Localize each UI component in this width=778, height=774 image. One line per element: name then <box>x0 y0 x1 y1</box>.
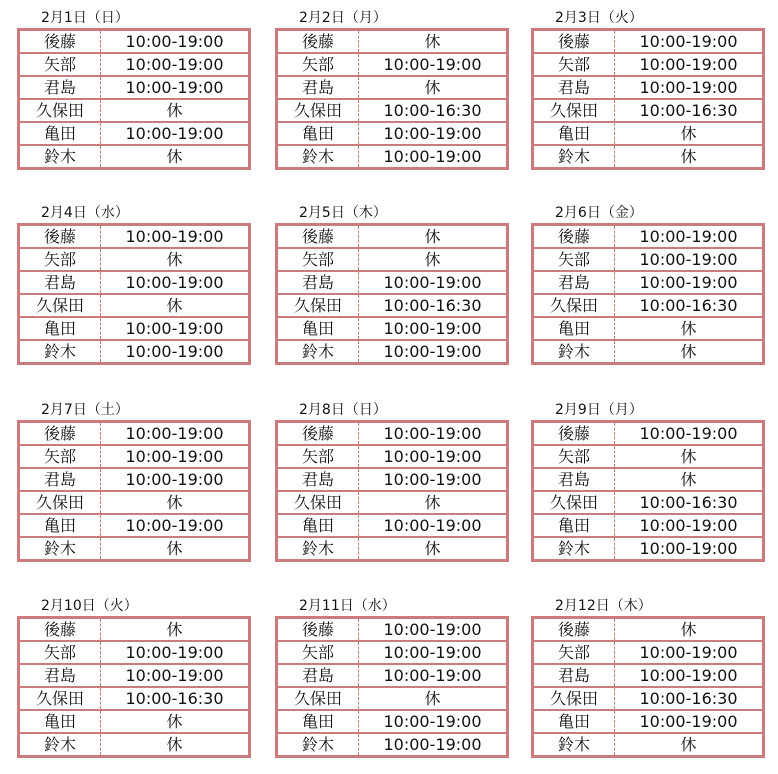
table-row <box>19 422 250 446</box>
staff-name: 後藤 <box>19 30 101 54</box>
table-row <box>19 641 250 664</box>
shift-time: 10:00-19:00 <box>615 710 764 733</box>
staff-name: 久保田 <box>277 491 359 514</box>
shift-time: 休 <box>615 468 764 491</box>
shift-time: 10:00-19:00 <box>359 445 508 468</box>
shift-time: 10:00-19:00 <box>615 53 764 76</box>
shift-time: 休 <box>615 340 764 364</box>
shift-time: 10:00-19:00 <box>359 271 508 294</box>
table-row <box>277 687 508 710</box>
staff-name: 後藤 <box>533 618 615 642</box>
shift-time: 10:00-16:30 <box>615 491 764 514</box>
shift-time: 10:00-19:00 <box>125 31 224 51</box>
staff-name: 君島 <box>533 664 615 687</box>
shift-time: 10:00-19:00 <box>359 317 508 340</box>
table-row <box>19 733 250 757</box>
table-row <box>277 122 508 145</box>
table-row <box>533 710 764 733</box>
day-schedule <box>17 596 251 758</box>
staff-name: 矢部 <box>533 53 615 76</box>
staff-name: 矢部 <box>277 445 359 468</box>
staff-name: 亀田 <box>277 122 359 145</box>
staff-name: 亀田 <box>533 710 615 733</box>
staff-name: 久保田 <box>533 99 615 122</box>
shift-time: 10:00-16:30 <box>359 294 508 317</box>
staff-name: 君島 <box>19 664 101 687</box>
shift-time: 10:00-19:00 <box>639 226 738 246</box>
staff-name: 矢部 <box>533 248 615 271</box>
shift-time: 休 <box>101 248 250 271</box>
staff-name: 君島 <box>533 271 615 294</box>
table-row <box>277 317 508 340</box>
day-schedule <box>531 596 765 758</box>
day-schedule <box>275 8 509 170</box>
staff-name: 亀田 <box>277 317 359 340</box>
staff-name: 久保田 <box>19 491 101 514</box>
staff-name: 鈴木 <box>277 340 359 364</box>
shift-time: 休 <box>101 733 250 757</box>
shift-time: 休 <box>101 99 250 122</box>
shift-time: 10:00-19:00 <box>615 514 764 537</box>
table-row <box>19 491 250 514</box>
staff-name: 後藤 <box>533 422 615 446</box>
staff-name: 矢部 <box>19 641 101 664</box>
shift-time: 10:00-19:00 <box>359 641 508 664</box>
staff-name: 後藤 <box>533 225 615 249</box>
table-row <box>533 422 764 446</box>
staff-name: 君島 <box>533 468 615 491</box>
staff-name: 久保田 <box>19 294 101 317</box>
staff-name: 鈴木 <box>533 537 615 561</box>
day-title: 2月11日（水） <box>299 598 396 614</box>
table-row <box>277 491 508 514</box>
table-row <box>19 99 250 122</box>
staff-name: 矢部 <box>19 248 101 271</box>
day-schedule <box>275 400 509 562</box>
staff-name: 久保田 <box>19 99 101 122</box>
shift-time: 10:00-19:00 <box>101 271 250 294</box>
staff-name: 君島 <box>19 468 101 491</box>
staff-name: 矢部 <box>533 641 615 664</box>
shift-time: 10:00-19:00 <box>615 664 764 687</box>
table-row <box>533 53 764 76</box>
staff-name: 後藤 <box>277 30 359 54</box>
staff-name: 後藤 <box>533 30 615 54</box>
staff-name: 亀田 <box>19 514 101 537</box>
staff-name: 鈴木 <box>19 145 101 169</box>
shift-time: 10:00-19:00 <box>359 733 508 757</box>
shift-table <box>531 420 765 562</box>
day-schedule <box>531 203 765 365</box>
shift-time: 10:00-19:00 <box>101 468 250 491</box>
table-row <box>277 733 508 757</box>
shift-time: 10:00-19:00 <box>359 514 508 537</box>
table-row <box>19 122 250 145</box>
table-row <box>533 122 764 145</box>
staff-name: 鈴木 <box>533 340 615 364</box>
day-title: 2月12日（木） <box>555 598 652 614</box>
shift-table <box>275 420 509 562</box>
staff-name: 君島 <box>277 664 359 687</box>
shift-time: 休 <box>615 733 764 757</box>
table-row <box>277 53 508 76</box>
shift-time: 10:00-16:30 <box>359 99 508 122</box>
day-title: 2月3日（火） <box>555 10 643 26</box>
shift-table <box>17 28 251 170</box>
staff-name: 鈴木 <box>19 733 101 757</box>
table-row <box>277 514 508 537</box>
shift-time: 10:00-19:00 <box>615 271 764 294</box>
day-title: 2月4日（水） <box>41 205 129 221</box>
staff-name: 亀田 <box>533 317 615 340</box>
table-row <box>19 710 250 733</box>
shift-time: 休 <box>101 294 250 317</box>
table-row <box>277 445 508 468</box>
table-row <box>533 641 764 664</box>
shift-time: 10:00-19:00 <box>359 664 508 687</box>
staff-name: 矢部 <box>277 248 359 271</box>
shift-time: 休 <box>615 145 764 169</box>
staff-name: 君島 <box>277 271 359 294</box>
day-title: 2月2日（月） <box>299 10 387 26</box>
table-row <box>533 468 764 491</box>
shift-table <box>17 223 251 365</box>
shift-time: 休 <box>424 226 441 246</box>
table-row <box>533 491 764 514</box>
shift-time: 10:00-16:30 <box>615 294 764 317</box>
table-row <box>277 537 508 561</box>
table-row <box>277 340 508 364</box>
staff-name: 久保田 <box>277 294 359 317</box>
shift-time: 10:00-19:00 <box>101 445 250 468</box>
table-row <box>277 294 508 317</box>
table-row <box>19 687 250 710</box>
shift-time: 10:00-19:00 <box>639 423 738 443</box>
table-row <box>19 468 250 491</box>
shift-time: 10:00-19:00 <box>101 53 250 76</box>
table-row <box>19 445 250 468</box>
shift-time: 休 <box>615 317 764 340</box>
staff-name: 鈴木 <box>277 733 359 757</box>
shift-time: 休 <box>615 122 764 145</box>
table-row <box>533 76 764 99</box>
table-row <box>277 76 508 99</box>
table-row <box>533 99 764 122</box>
day-title: 2月1日（日） <box>41 10 129 26</box>
table-row <box>533 514 764 537</box>
table-row <box>533 445 764 468</box>
staff-name: 久保田 <box>533 687 615 710</box>
shift-time: 10:00-19:00 <box>359 53 508 76</box>
shift-time: 10:00-19:00 <box>359 340 508 364</box>
shift-time: 10:00-19:00 <box>359 122 508 145</box>
table-row <box>277 664 508 687</box>
staff-name: 亀田 <box>19 710 101 733</box>
staff-name: 君島 <box>19 76 101 99</box>
shift-time: 休 <box>359 76 508 99</box>
staff-name: 鈴木 <box>277 145 359 169</box>
shift-time: 10:00-19:00 <box>101 317 250 340</box>
shift-time: 休 <box>101 491 250 514</box>
table-row <box>277 710 508 733</box>
staff-name: 鈴木 <box>19 537 101 561</box>
table-row <box>19 294 250 317</box>
shift-time: 休 <box>680 619 697 639</box>
table-row <box>277 641 508 664</box>
shift-table <box>17 616 251 758</box>
shift-table <box>531 223 765 365</box>
shift-time: 10:00-19:00 <box>101 340 250 364</box>
staff-name: 鈴木 <box>533 733 615 757</box>
table-row <box>533 687 764 710</box>
table-row <box>277 99 508 122</box>
table-row <box>19 317 250 340</box>
shift-time: 休 <box>359 491 508 514</box>
table-row <box>533 733 764 757</box>
table-row <box>277 248 508 271</box>
table-row <box>533 248 764 271</box>
shift-time: 10:00-16:30 <box>101 687 250 710</box>
shift-table <box>531 616 765 758</box>
shift-time: 休 <box>359 537 508 561</box>
shift-time: 10:00-19:00 <box>101 664 250 687</box>
staff-name: 久保田 <box>533 294 615 317</box>
table-row <box>533 340 764 364</box>
shift-time: 休 <box>615 445 764 468</box>
shift-table <box>17 420 251 562</box>
day-schedule <box>275 596 509 758</box>
table-row <box>277 145 508 169</box>
staff-name: 後藤 <box>277 618 359 642</box>
shift-time: 休 <box>424 31 441 51</box>
shift-time: 10:00-19:00 <box>615 248 764 271</box>
staff-name: 矢部 <box>277 641 359 664</box>
day-title: 2月10日（火） <box>41 598 138 614</box>
table-row <box>277 618 508 642</box>
day-schedule <box>17 400 251 562</box>
table-row <box>19 248 250 271</box>
staff-name: 後藤 <box>277 225 359 249</box>
table-row <box>533 30 764 54</box>
shift-table <box>275 28 509 170</box>
staff-name: 矢部 <box>533 445 615 468</box>
staff-name: 鈴木 <box>533 145 615 169</box>
staff-name: 矢部 <box>19 53 101 76</box>
table-row <box>19 225 250 249</box>
shift-time: 10:00-19:00 <box>383 423 482 443</box>
shift-time: 10:00-19:00 <box>125 423 224 443</box>
table-row <box>19 76 250 99</box>
table-row <box>277 271 508 294</box>
shift-time: 10:00-19:00 <box>125 226 224 246</box>
day-schedule <box>531 8 765 170</box>
shift-time: 10:00-19:00 <box>615 641 764 664</box>
day-schedule <box>275 203 509 365</box>
staff-name: 矢部 <box>277 53 359 76</box>
shift-time: 10:00-19:00 <box>101 76 250 99</box>
table-row <box>533 317 764 340</box>
shift-time: 10:00-16:30 <box>615 687 764 710</box>
shift-time: 10:00-19:00 <box>101 514 250 537</box>
shift-time: 休 <box>166 619 183 639</box>
staff-name: 矢部 <box>19 445 101 468</box>
staff-name: 後藤 <box>19 618 101 642</box>
shift-time: 10:00-19:00 <box>359 145 508 169</box>
staff-name: 鈴木 <box>277 537 359 561</box>
staff-name: 久保田 <box>277 687 359 710</box>
staff-name: 亀田 <box>19 317 101 340</box>
shift-time: 10:00-19:00 <box>359 468 508 491</box>
staff-name: 久保田 <box>533 491 615 514</box>
day-title: 2月9日（月） <box>555 402 643 418</box>
staff-name: 亀田 <box>533 122 615 145</box>
shift-time: 10:00-19:00 <box>101 122 250 145</box>
table-row <box>19 30 250 54</box>
staff-name: 君島 <box>277 76 359 99</box>
staff-name: 亀田 <box>19 122 101 145</box>
staff-name: 君島 <box>533 76 615 99</box>
shift-time: 休 <box>101 537 250 561</box>
table-row <box>19 514 250 537</box>
table-row <box>533 294 764 317</box>
table-row <box>19 271 250 294</box>
shift-table <box>275 616 509 758</box>
table-row <box>19 53 250 76</box>
shift-time: 10:00-19:00 <box>615 76 764 99</box>
staff-name: 亀田 <box>533 514 615 537</box>
table-row <box>277 225 508 249</box>
shift-time: 10:00-19:00 <box>383 619 482 639</box>
shift-time: 10:00-19:00 <box>639 31 738 51</box>
shift-table <box>531 28 765 170</box>
table-row <box>533 537 764 561</box>
shift-table <box>275 223 509 365</box>
table-row <box>277 468 508 491</box>
staff-name: 久保田 <box>277 99 359 122</box>
table-row <box>533 271 764 294</box>
day-title: 2月7日（土） <box>41 402 129 418</box>
shift-time: 休 <box>359 687 508 710</box>
day-schedule <box>531 400 765 562</box>
table-row <box>19 537 250 561</box>
shift-time: 休 <box>101 710 250 733</box>
shift-time: 休 <box>359 248 508 271</box>
table-row <box>19 664 250 687</box>
table-row <box>533 664 764 687</box>
table-row <box>277 422 508 446</box>
day-schedule <box>17 203 251 365</box>
staff-name: 久保田 <box>19 687 101 710</box>
shift-time: 休 <box>101 145 250 169</box>
table-row <box>19 618 250 642</box>
staff-name: 後藤 <box>19 225 101 249</box>
table-row <box>277 30 508 54</box>
table-row <box>19 145 250 169</box>
day-schedule <box>17 8 251 170</box>
staff-name: 君島 <box>277 468 359 491</box>
shift-time: 10:00-16:30 <box>615 99 764 122</box>
table-row <box>533 145 764 169</box>
shift-time: 10:00-19:00 <box>101 641 250 664</box>
day-title: 2月5日（木） <box>299 205 387 221</box>
staff-name: 後藤 <box>19 422 101 446</box>
staff-name: 亀田 <box>277 710 359 733</box>
day-title: 2月6日（金） <box>555 205 643 221</box>
staff-name: 君島 <box>19 271 101 294</box>
shift-time: 10:00-19:00 <box>359 710 508 733</box>
staff-name: 後藤 <box>277 422 359 446</box>
table-row <box>19 340 250 364</box>
staff-name: 亀田 <box>277 514 359 537</box>
day-title: 2月8日（日） <box>299 402 387 418</box>
table-row <box>533 618 764 642</box>
table-row <box>533 225 764 249</box>
shift-time: 10:00-19:00 <box>615 537 764 561</box>
staff-name: 鈴木 <box>19 340 101 364</box>
